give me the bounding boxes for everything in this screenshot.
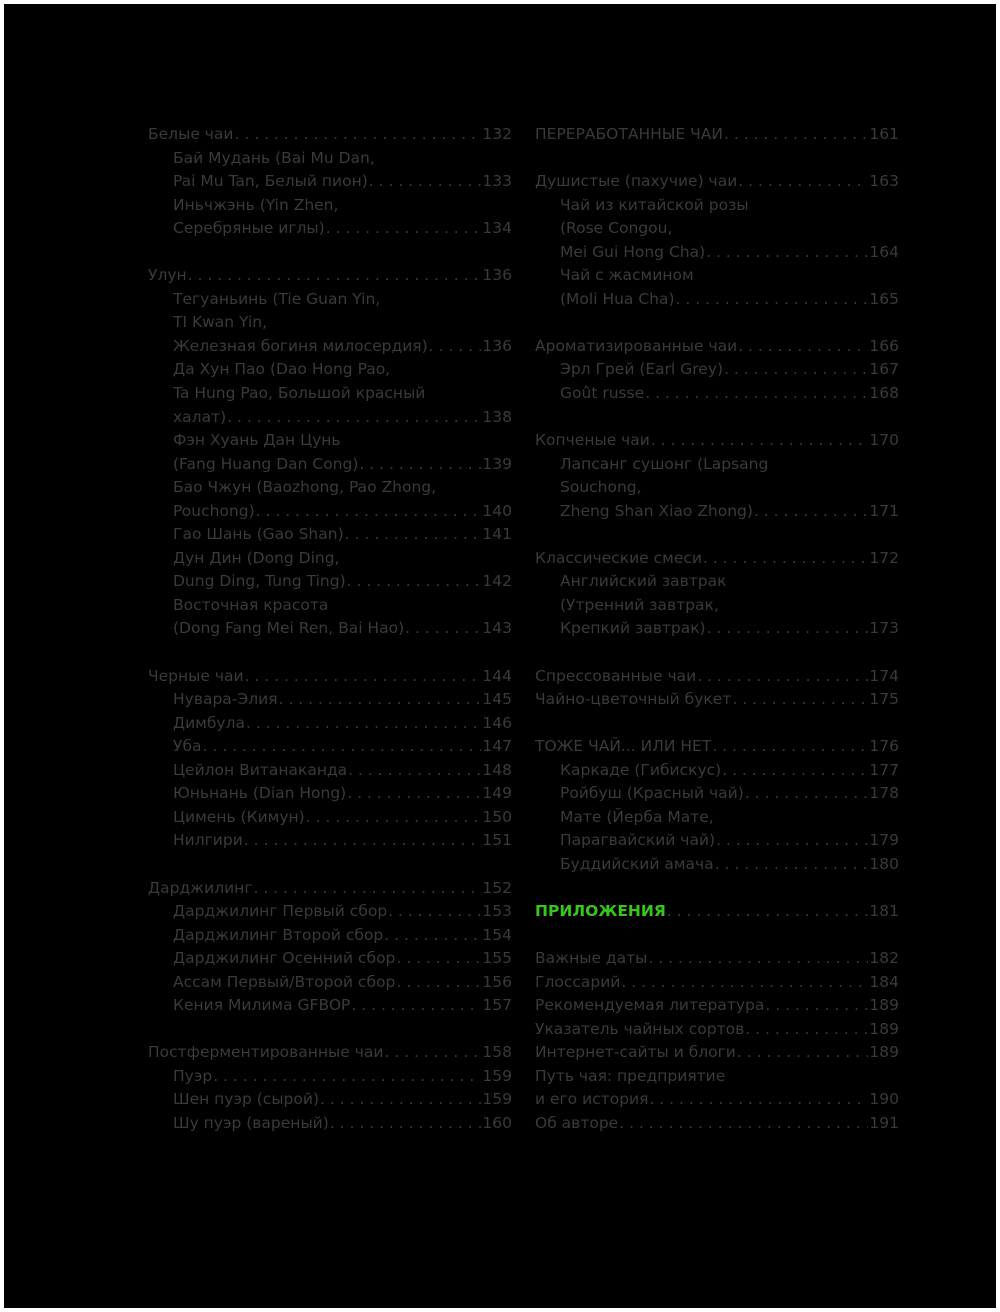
toc-subentry (148, 476, 512, 500)
toc-leader-dots (188, 264, 482, 288)
toc-spacer (535, 523, 899, 547)
toc-subentry (148, 429, 512, 453)
toc-subentry (535, 829, 899, 853)
toc-spacer (148, 1018, 512, 1042)
toc-subentry (148, 335, 512, 359)
toc-page-number: 143 (482, 619, 512, 638)
toc-page-number: 171 (869, 501, 899, 520)
toc-page-number: 172 (869, 548, 899, 567)
toc-entry-title: Goût russe (560, 384, 645, 403)
toc-subentry (535, 358, 899, 382)
toc-entry (535, 1088, 899, 1112)
toc-subentry (535, 241, 899, 265)
toc-entry (148, 877, 512, 901)
toc-leader-dots (320, 1088, 481, 1112)
toc-entry-title: Спрессованные чаи (535, 666, 697, 685)
toc-subentry (148, 170, 512, 194)
toc-subentry (148, 1088, 512, 1112)
toc-entry (148, 123, 512, 147)
toc-leader-dots (347, 782, 481, 806)
toc-subentry (148, 1112, 512, 1136)
toc-page-number: 159 (482, 1066, 512, 1085)
toc-entry-title: Дарджилинг Осенний сбор (173, 949, 396, 968)
toc-leader-dots (621, 971, 868, 995)
toc-page-number: 140 (482, 501, 512, 520)
toc-leader-dots (405, 617, 481, 641)
toc-page-number: 133 (482, 172, 512, 191)
toc-subentry (148, 500, 512, 524)
toc-leader-dots (369, 170, 482, 194)
toc-page-number: 166 (869, 336, 899, 355)
toc-leader-dots (351, 994, 481, 1018)
toc-entry-title: и его история (535, 1090, 649, 1109)
toc-entry-title: Буддийский амача (560, 854, 714, 873)
toc-page-number: 149 (482, 784, 512, 803)
toc-entry (535, 547, 899, 571)
toc-entry (148, 665, 512, 689)
toc-subentry (148, 924, 512, 948)
toc-subentry (148, 147, 512, 171)
toc-spacer (535, 641, 899, 665)
toc-subentry (535, 382, 899, 406)
toc-entry-title: Черные чаи (148, 666, 244, 685)
toc-spacer (535, 877, 899, 901)
toc-subentry (535, 476, 899, 500)
toc-entry-title: Интернет-сайты и блоги (535, 1043, 736, 1062)
toc-entry-title: Дарджилинг Второй сбор (173, 925, 384, 944)
toc-subentry (148, 594, 512, 618)
toc-page-number: 138 (482, 407, 512, 426)
toc-entry-title: Дарджилинг Первый сбор (173, 902, 388, 921)
toc-subentry (148, 947, 512, 971)
toc-subentry (148, 759, 512, 783)
toc-page-number: 180 (869, 854, 899, 873)
toc-subentry (148, 782, 512, 806)
toc-entry-title: Английский завтрак (560, 572, 727, 591)
toc-leader-dots (765, 994, 868, 1018)
toc-subentry (148, 547, 512, 571)
toc-leader-dots (724, 123, 868, 147)
toc-page-number: 155 (482, 949, 512, 968)
toc-subentry (535, 264, 899, 288)
toc-leader-dots (715, 853, 869, 877)
toc-leader-dots (388, 900, 481, 924)
toc-leader-dots (359, 453, 481, 477)
toc-entry-title: Крепкий завтрак) (560, 619, 706, 638)
toc-entry-title: (Утренний завтрак, (560, 595, 719, 614)
toc-leader-dots (203, 735, 482, 759)
toc-leader-dots (697, 665, 868, 689)
toc-leader-dots (330, 1112, 482, 1136)
toc-entry-title: Лапсанг сушонг (Lapsang (560, 454, 769, 473)
toc-page-number: 141 (482, 525, 512, 544)
toc-leader-dots (737, 1041, 869, 1065)
toc-entry-title: Важные даты (535, 949, 648, 968)
toc-subentry (148, 406, 512, 430)
toc-subentry (148, 971, 512, 995)
toc-subentry (535, 759, 899, 783)
toc-column-right (535, 123, 899, 1136)
toc-entry-title: Да Хун Пао (Dao Hong Pao, (173, 360, 391, 379)
toc-leader-dots (384, 924, 481, 948)
toc-subentry (148, 288, 512, 312)
toc-entry (148, 1041, 512, 1065)
toc-page-number: 181 (869, 902, 899, 921)
toc-leader-dots (619, 1112, 868, 1136)
toc-entry-title: Копченые чаи (535, 431, 650, 450)
toc-page-number: 167 (869, 360, 899, 379)
toc-entry (535, 735, 899, 759)
toc-subentry (148, 806, 512, 830)
toc-spacer (535, 311, 899, 335)
toc-entry-title: Восточная красота (173, 595, 329, 614)
toc-entry-title: Каркаде (Гибискус) (560, 760, 722, 779)
toc-subentry (535, 617, 899, 641)
toc-leader-dots (667, 900, 869, 924)
toc-subentry (148, 358, 512, 382)
toc-leader-dots (326, 217, 482, 241)
toc-entry-title: Pai Mu Tan, Белый пион) (173, 172, 368, 191)
toc-spacer (535, 712, 899, 736)
toc-subentry (148, 453, 512, 477)
toc-leader-dots (244, 829, 482, 853)
toc-entry (535, 1018, 899, 1042)
toc-subentry (148, 217, 512, 241)
toc-spacer (148, 853, 512, 877)
toc-page-number: 176 (869, 737, 899, 756)
toc-subentry (148, 570, 512, 594)
toc-entry-title: халат) (173, 407, 227, 426)
toc-leader-dots (384, 1041, 481, 1065)
toc-page-number: 152 (482, 878, 512, 897)
toc-page-number: 145 (482, 690, 512, 709)
toc-leader-dots (347, 570, 482, 594)
toc-entry-title: TI Kwan Yin, (173, 313, 268, 332)
toc-leader-dots (648, 947, 868, 971)
toc-page-number: 179 (869, 831, 899, 850)
toc-subentry (148, 523, 512, 547)
toc-page-number: 157 (482, 996, 512, 1015)
toc-entry-title: Цимень (Кимун) (173, 807, 305, 826)
toc-entry-title: Чайно-цветочный букет (535, 690, 732, 709)
toc-entry-title: Постферментированные чаи (148, 1043, 384, 1062)
toc-leader-dots (279, 688, 482, 712)
toc-entry-title: ПРИЛОЖЕНИЯ (535, 902, 666, 921)
toc-leader-dots (348, 759, 481, 783)
toc-entry-title: Фэн Хуань Дан Цунь (173, 431, 341, 450)
toc-entry-title: Ароматизированные чаи (535, 336, 738, 355)
toc-page-number: 168 (869, 384, 899, 403)
toc-entry-title: Пуэр (173, 1066, 213, 1085)
toc-leader-dots (676, 288, 869, 312)
toc-leader-dots (235, 123, 482, 147)
toc-entry-title: Дарджилинг (148, 878, 253, 897)
toc-page-number: 136 (482, 336, 512, 355)
toc-spacer (535, 406, 899, 430)
toc-leader-dots (345, 523, 482, 547)
toc-page-number: 150 (482, 807, 512, 826)
toc-subentry (148, 735, 512, 759)
toc-entry-title: Указатель чайных сортов (535, 1019, 745, 1038)
toc-page-number: 161 (869, 125, 899, 143)
toc-subentry (148, 688, 512, 712)
toc-subentry (535, 288, 899, 312)
toc-leader-dots (246, 712, 481, 736)
toc-leader-dots (712, 735, 868, 759)
toc-page-number: 175 (869, 690, 899, 709)
toc-entry-title: Ройбуш (Красный чай) (560, 784, 744, 803)
toc-page-number: 189 (869, 1019, 899, 1038)
toc-entry-title: Об авторе (535, 1113, 619, 1132)
toc-subentry (148, 1065, 512, 1089)
toc-subentry (535, 806, 899, 830)
toc-page-number: 146 (482, 713, 512, 732)
toc-page-number: 182 (869, 949, 899, 968)
toc-entry (535, 1112, 899, 1136)
toc-entry-title: Классические смеси (535, 548, 702, 567)
toc-entry-title: Ta Hung Pao, Большой красный (173, 384, 426, 403)
toc-subentry (148, 617, 512, 641)
toc-page-number: 147 (482, 737, 512, 756)
toc-leader-dots (396, 971, 481, 995)
toc-entry-title: ТОЖЕ ЧАЙ... ИЛИ НЕТ (535, 737, 712, 756)
toc-page-number: 153 (482, 902, 512, 921)
toc-leader-dots (649, 1088, 868, 1112)
toc-entry-title: Бао Чжун (Baozhong, Pao Zhong, (173, 478, 437, 497)
toc-subentry (535, 217, 899, 241)
toc-page-number: 174 (869, 666, 899, 685)
toc-entry (535, 335, 899, 359)
toc-subentry (148, 712, 512, 736)
toc-page-number: 177 (869, 760, 899, 779)
toc-entry-title: Юньнань (Dian Hong) (173, 784, 347, 803)
toc-page-number: 165 (869, 289, 899, 308)
toc-entry-title: Чай из китайской розы (560, 195, 749, 214)
toc-subentry (148, 829, 512, 853)
toc-page-number: 178 (869, 784, 899, 803)
toc-leader-dots (651, 429, 869, 453)
toc-leader-dots (716, 829, 868, 853)
toc-entry-title: (Fang Huang Dan Cong) (173, 454, 359, 473)
toc-leader-dots (256, 500, 482, 524)
toc-entry-title: Нилгири (173, 831, 243, 850)
toc-leader-dots (253, 877, 481, 901)
toc-leader-dots (754, 500, 868, 524)
toc-entry (535, 900, 899, 924)
toc-page-number: 190 (869, 1090, 899, 1109)
toc-page-number: 158 (482, 1043, 512, 1062)
toc-subentry (148, 194, 512, 218)
toc-entry-title: Нувара-Элия (173, 690, 278, 709)
toc-entry (535, 170, 899, 194)
toc-page-number: 189 (869, 1043, 899, 1062)
toc-entry-title: Рекомендуемая литература (535, 996, 765, 1015)
book-page (4, 4, 996, 1308)
toc-page-number: 184 (869, 972, 899, 991)
toc-leader-dots (722, 759, 868, 783)
toc-page-number: 151 (482, 831, 512, 850)
toc-leader-dots (429, 335, 482, 359)
toc-subentry (535, 594, 899, 618)
toc-leader-dots (724, 358, 868, 382)
toc-page-number: 159 (482, 1090, 512, 1109)
toc-entry-title: Шу пуэр (вареный) (173, 1113, 329, 1132)
toc-leader-dots (227, 406, 481, 430)
toc-entry-title: Ассам Первый/Второй сбор (173, 972, 396, 991)
toc-leader-dots (645, 382, 868, 406)
toc-page-number: 163 (869, 172, 899, 191)
toc-entry-title: Souchong, (560, 478, 642, 497)
toc-leader-dots (732, 688, 868, 712)
toc-entry (535, 1065, 899, 1089)
toc-subentry (148, 900, 512, 924)
toc-subentry (535, 782, 899, 806)
toc-spacer (148, 241, 512, 265)
toc-subentry (535, 853, 899, 877)
toc-spacer (148, 641, 512, 665)
toc-subentry (148, 994, 512, 1018)
toc-entry (535, 947, 899, 971)
toc-entry-title: Mei Gui Hong Cha) (560, 242, 706, 261)
toc-entry-title: Дун Дин (Dong Ding, (173, 548, 340, 567)
toc-entry (535, 971, 899, 995)
toc-leader-dots (306, 806, 482, 830)
toc-entry-title: (Dong Fang Mei Ren, Bai Hao) (173, 619, 405, 638)
toc-page-number: 191 (869, 1113, 899, 1132)
toc-page-number: 139 (482, 454, 512, 473)
toc-page-number: 136 (482, 266, 512, 285)
toc-page-number: 156 (482, 972, 512, 991)
toc-spacer (535, 147, 899, 171)
toc-entry-title: Чай с жасмином (560, 266, 694, 285)
toc-entry-title: Гао Шань (Gao Shan) (173, 525, 344, 544)
toc-spacer (535, 924, 899, 948)
toc-entry-title: Железная богиня милосердия) (173, 336, 428, 355)
toc-entry-title: Серебряные иглы) (173, 219, 325, 238)
toc-entry-title: Кения Милима GFBOP (173, 996, 351, 1015)
toc-subentry (535, 453, 899, 477)
toc-entry (148, 264, 512, 288)
toc-leader-dots (706, 241, 868, 265)
toc-entry-title: Тегуаньинь (Tie Guan Yin, (173, 289, 381, 308)
toc-entry-title: Dung Ding, Tung Ting) (173, 572, 346, 591)
toc-entry-title: Глоссарий (535, 972, 621, 991)
toc-entry (535, 665, 899, 689)
toc-leader-dots (707, 617, 869, 641)
toc-leader-dots (703, 547, 868, 571)
toc-leader-dots (213, 1065, 481, 1089)
toc-entry-title: Иньчжэнь (Yin Zhen, (173, 195, 339, 214)
toc-entry (535, 429, 899, 453)
toc-entry-title: Путь чая: предприятие (535, 1066, 726, 1085)
toc-entry-title: ПЕРЕРАБОТАННЫЕ ЧАИ (535, 125, 723, 143)
toc-page-number: 160 (482, 1113, 512, 1132)
toc-page-number: 164 (869, 242, 899, 261)
toc-page-number: 148 (482, 760, 512, 779)
toc-entry (535, 688, 899, 712)
toc-page-number: 142 (482, 572, 512, 591)
toc-subentry (535, 570, 899, 594)
toc-page-number: 144 (482, 666, 512, 685)
toc-leader-dots (745, 782, 869, 806)
toc-column-left (148, 123, 512, 1136)
toc-page-number: 189 (869, 996, 899, 1015)
toc-page-number: 154 (482, 925, 512, 944)
toc-subentry (148, 311, 512, 335)
toc-entry-title: Димбула (173, 713, 246, 732)
toc-entry-title: Мате (Йерба Мате, (560, 807, 714, 826)
toc-leader-dots (738, 335, 868, 359)
toc-entry-title: Цейлон Витанаканда (173, 760, 348, 779)
toc-subentry (535, 500, 899, 524)
toc-entry-title: Zheng Shan Xiao Zhong) (560, 501, 753, 520)
toc-entry-title: Парагвайский чай) (560, 831, 716, 850)
toc-entry (535, 994, 899, 1018)
toc-leader-dots (245, 665, 482, 689)
toc-entry-title: (Moli Hua Cha) (560, 289, 675, 308)
toc-entry-title: Шен пуэр (сырой) (173, 1090, 320, 1109)
toc-entry-title: Белые чаи (148, 125, 234, 143)
toc-page-number: 132 (482, 125, 512, 143)
toc-entry-title: Душистые (пахучие) чаи (535, 172, 738, 191)
toc-subentry (148, 382, 512, 406)
toc-entry-title: Бай Мудань (Bai Mu Dan, (173, 148, 375, 167)
toc-entry (535, 1041, 899, 1065)
toc-entry-title: Уба (173, 737, 202, 756)
toc-entry-title: Pouchong) (173, 501, 255, 520)
toc-subentry (535, 194, 899, 218)
toc-page-number: 134 (482, 219, 512, 238)
toc-page-number: 173 (869, 619, 899, 638)
toc-leader-dots (745, 1018, 868, 1042)
toc-entry (535, 123, 899, 147)
toc-leader-dots (738, 170, 868, 194)
toc-leader-dots (396, 947, 481, 971)
toc-page-number: 170 (869, 431, 899, 450)
toc-entry-title: Улун (148, 266, 187, 285)
toc-entry-title: Эрл Грей (Earl Grey) (560, 360, 724, 379)
toc-entry-title: (Rose Congou, (560, 219, 673, 238)
